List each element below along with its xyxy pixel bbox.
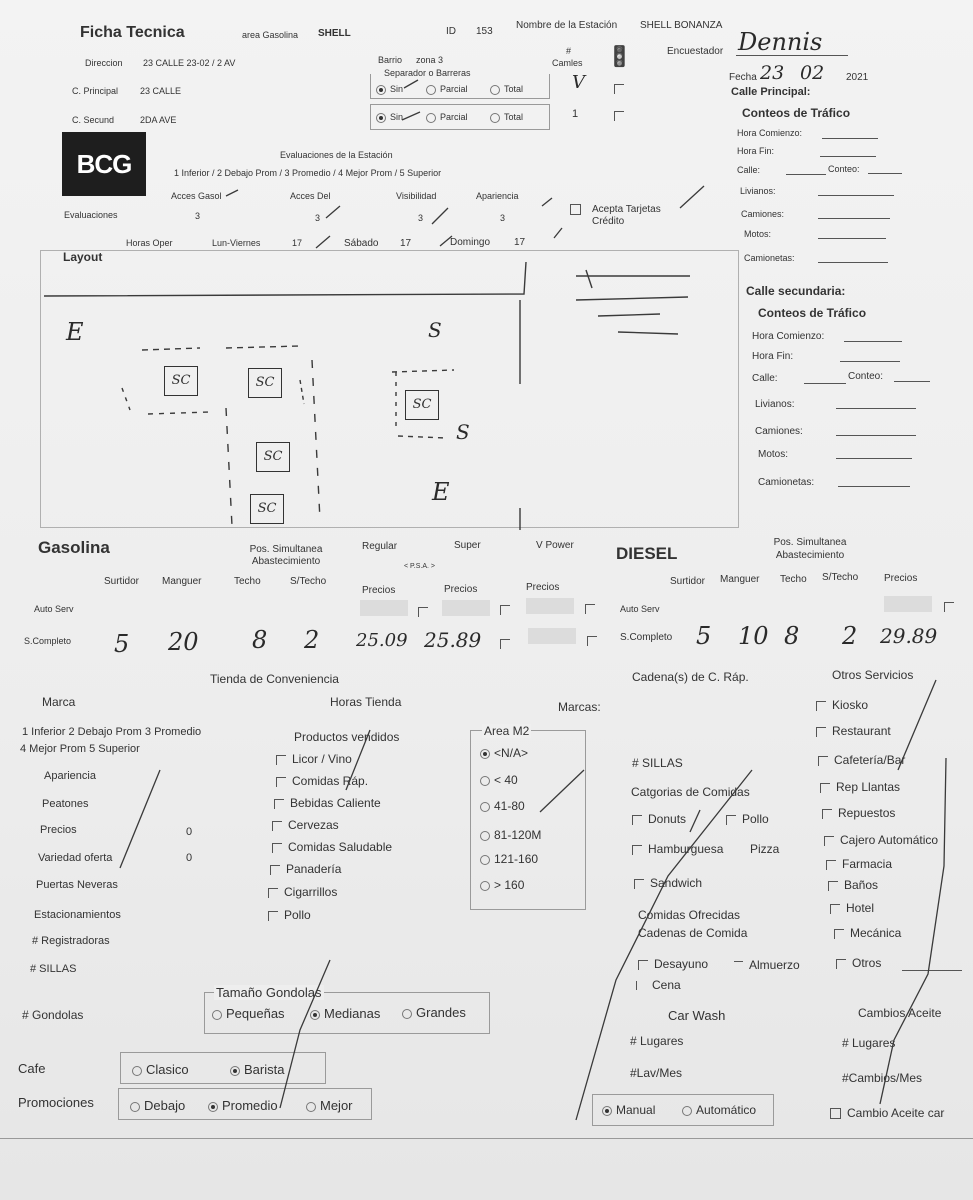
cat-donuts[interactable]: Donuts: [632, 812, 686, 826]
gasolina-title: Gasolina: [38, 538, 110, 557]
ts-hora-fin: Hora Fin:: [752, 351, 794, 362]
gasolina-super: Super: [454, 540, 481, 551]
layout-label: Layout: [63, 250, 103, 264]
otros-title: Otros Servicios: [832, 668, 914, 682]
gas-col-surtidor: Surtidor: [104, 576, 140, 587]
cambio-aceite-car[interactable]: Cambio Aceite car: [830, 1106, 944, 1120]
pump-island-2: SC: [248, 368, 282, 398]
sep1-sin[interactable]: Sin: [376, 84, 403, 95]
layout-entrance-west: E: [66, 318, 84, 346]
area-na[interactable]: <N/A>: [480, 746, 528, 760]
diesel-s-completo: S.Completo: [620, 632, 673, 643]
pump-island-5: SC: [250, 494, 284, 524]
cat-pizza: Pizza: [750, 842, 780, 856]
barrio-value: zona 3: [416, 55, 444, 65]
secund-value: 2DA AVE: [140, 115, 177, 125]
cat-hamburguesa[interactable]: Hamburguesa: [632, 842, 723, 856]
eval-row-label: Evaluaciones: [64, 210, 118, 220]
cafe-clasico[interactable]: Clasico: [132, 1062, 189, 1077]
date-day: 23: [760, 62, 785, 84]
principal-label: C. Principal: [72, 86, 119, 96]
tp-livianos: Livianos:: [740, 186, 776, 196]
ts-calle: Calle:: [752, 373, 778, 384]
eval-col-acces-gasol: Acces Gasol: [171, 191, 222, 201]
ts-motos: Motos:: [758, 449, 789, 460]
srv-mecanica[interactable]: Mecánica: [834, 926, 901, 940]
carwash-title: Car Wash: [668, 1008, 726, 1023]
diesel-auto-serv: Auto Serv: [620, 604, 660, 614]
carwash-lav-mes: #Lav/Mes: [630, 1066, 683, 1080]
ts-livianos: Livianos:: [755, 399, 795, 410]
area-121-160[interactable]: 121-160: [480, 852, 538, 866]
cat-pollo[interactable]: Pollo: [726, 812, 769, 826]
eval-col-visibilidad: Visibilidad: [396, 191, 437, 201]
tp-motos: Motos:: [744, 229, 772, 239]
productos-title: Productos vendidos: [294, 730, 400, 744]
eval-scale: 1 Inferior / 2 Debajo Prom / 3 Promedio / 4 Mejor Prom / 5 Superior: [174, 168, 442, 178]
camiles-row2: 1: [572, 108, 579, 120]
cadenas-categorias: Catgorias de Comidas: [631, 785, 750, 799]
ts-camiones: Camiones:: [755, 426, 803, 437]
pump-island-4: SC: [256, 442, 290, 472]
ts-camionetas: Camionetas:: [758, 477, 815, 488]
bcg-logo: BCG: [62, 132, 146, 196]
cafe-label: Cafe: [18, 1061, 46, 1076]
tp-camionetas: Camionetas:: [744, 253, 795, 263]
diesel-pos-sim: Pos. Simultanea Abastecimiento: [773, 537, 847, 561]
secund-label: C. Secund: [72, 115, 115, 125]
diesel-title: DIESEL: [616, 544, 678, 563]
srv-restaurant[interactable]: Restaurant: [816, 724, 891, 738]
gas-sc-stecho: 2: [304, 626, 320, 654]
tienda-marca: Marca: [42, 695, 76, 709]
srv-cajero[interactable]: Cajero Automático: [824, 833, 938, 847]
id-value: 153: [476, 26, 493, 37]
traffic-secundaria-title: Calle secundaria:: [746, 284, 846, 298]
area-label: area Gasolina: [242, 30, 299, 40]
tarjetas-label: Acepta Tarjetas Crédito: [592, 204, 661, 227]
eval-col-acces-del: Acces Del: [290, 191, 331, 201]
principal-value: 23 CALLE: [140, 86, 182, 96]
brand-value: SHELL: [318, 28, 351, 39]
comida-almuerzo[interactable]: Almuerzo: [734, 958, 800, 972]
comida-cena[interactable]: Cena: [636, 978, 681, 992]
gas-sc-techo: 8: [252, 626, 268, 654]
promo-label: Promociones: [18, 1095, 94, 1110]
traffic-light-icon: 🚦: [607, 46, 632, 68]
crit-sillas: # SILLAS: [30, 963, 77, 975]
diesel-sc-stecho: 2: [842, 622, 858, 650]
eval-col-apariencia: Apariencia: [476, 191, 519, 201]
sep2-total[interactable]: Total: [490, 112, 523, 123]
crit-variedad-value: 0: [186, 852, 193, 864]
camiles-hash: #: [566, 46, 572, 56]
tamano-grandes[interactable]: Grandes: [402, 1005, 466, 1020]
camiles-label: Camles: [552, 58, 583, 68]
crit-estacionamientos: Estacionamientos: [34, 909, 121, 921]
sep2-parcial[interactable]: Parcial: [426, 112, 468, 123]
area-81-120[interactable]: 81-120M: [480, 828, 541, 842]
tienda-scale-1: 1 Inferior 2 Debajo Prom 3 Promedio: [22, 726, 202, 738]
weekday-label: Lun-Viernes: [212, 238, 261, 248]
eval-val-apariencia: 3: [500, 213, 506, 223]
gas-sc-manguer: 20: [168, 628, 199, 656]
promo-debajo[interactable]: Debajo: [130, 1098, 185, 1113]
sun-label: Domingo: [450, 237, 491, 248]
crit-peatones: Peatones: [42, 798, 89, 810]
sun-value: 17: [514, 237, 526, 248]
layout-entrance-south: E: [432, 478, 450, 506]
prod-licor[interactable]: Licor / Vino: [276, 752, 352, 766]
prod-cervezas[interactable]: Cervezas: [272, 818, 339, 832]
gondolas-label: # Gondolas: [22, 1008, 84, 1022]
area-gt160[interactable]: > 160: [480, 878, 524, 892]
diesel-sc-techo: 8: [784, 622, 800, 650]
srv-rep-llantas[interactable]: Rep Llantas: [820, 780, 900, 794]
surveyor-label: Encuestador: [667, 46, 724, 57]
gas-col-stecho: S/Techo: [290, 576, 327, 587]
gas-precios-vpower: Precios: [526, 582, 560, 593]
diesel-col-manguer: Manguer: [720, 574, 760, 585]
prod-pollo[interactable]: Pollo: [268, 908, 311, 922]
direccion-label: Direccion: [85, 58, 123, 68]
direccion-value: 23 CALLE 23-02 / 2 AV: [143, 58, 236, 68]
srv-hotel[interactable]: Hotel: [830, 901, 874, 915]
tp-calle: Calle:: [737, 165, 761, 175]
tp-camiones: Camiones:: [741, 209, 785, 219]
srv-kiosko[interactable]: Kiosko: [816, 698, 868, 712]
gas-precios-regular: Precios: [362, 585, 396, 596]
prod-panaderia[interactable]: Panadería: [270, 862, 341, 876]
tamano-medianas[interactable]: Medianas: [310, 1006, 380, 1021]
promo-promedio[interactable]: Promedio: [208, 1098, 278, 1113]
diesel-sc-manguer: 10: [738, 622, 769, 650]
tienda-title: Tienda de Conveniencia: [210, 672, 339, 686]
prod-comidas-rap[interactable]: Comidas Ráp.: [276, 774, 368, 788]
cadenas-sillas: # SILLAS: [632, 756, 683, 770]
ts-conteo: Conteo:: [848, 371, 884, 382]
area-41-80[interactable]: 41-80: [480, 799, 525, 813]
srv-farmacia[interactable]: Farmacia: [826, 857, 892, 871]
gas-s-completo: S.Completo: [24, 636, 72, 646]
srv-otros[interactable]: Otros: [836, 956, 881, 970]
area-m2-title: Area M2: [484, 724, 530, 738]
carwash-automatico[interactable]: Automático: [682, 1103, 756, 1117]
prod-bebidas[interactable]: Bebidas Caliente: [274, 796, 381, 810]
cambios-title: Cambios Aceite: [858, 1006, 942, 1020]
layout-exit-north: S: [428, 318, 442, 342]
gas-precios-super: Precios: [444, 584, 478, 595]
layout-exit-east: S: [456, 420, 470, 444]
sat-value: 17: [400, 238, 412, 249]
sat-label: Sábado: [344, 238, 379, 249]
diesel-col-stecho: S/Techo: [822, 572, 859, 583]
crit-precios: Precios: [40, 824, 77, 836]
diesel-price: 29.89: [880, 624, 938, 648]
tp-hora-comienzo: Hora Comienzo:: [737, 128, 803, 138]
camiles-row1: V: [572, 72, 585, 93]
crit-registradoras: # Registradoras: [32, 935, 110, 947]
diesel-precios: Precios: [884, 573, 918, 584]
station-label: Nombre de la Estación: [516, 20, 618, 31]
date-month: 02: [800, 62, 825, 84]
gas-sc-surtidor: 5: [114, 630, 130, 658]
crit-precios-value: 0: [186, 826, 193, 838]
eval-val-acces-gasol: 3: [195, 211, 201, 221]
gasolina-psa: < P.S.A. >: [404, 563, 436, 570]
diesel-col-surtidor: Surtidor: [670, 576, 706, 587]
area-lt40[interactable]: < 40: [480, 773, 518, 787]
crit-variedad: Variedad oferta: [38, 852, 113, 864]
separador-label: Separador o Barreras: [384, 68, 471, 78]
gas-super-price: 25.89: [424, 628, 482, 652]
srv-cafeteria[interactable]: Cafetería/Bar: [818, 753, 905, 767]
prod-saludable[interactable]: Comidas Saludable: [272, 840, 392, 854]
sep1-parcial[interactable]: Parcial: [426, 84, 468, 95]
pump-island-1: SC: [164, 366, 198, 396]
station-value: SHELL BONANZA: [640, 20, 723, 31]
hours-label: Horas Oper: [126, 238, 173, 248]
sep2-sin[interactable]: Sin: [376, 112, 403, 123]
surveyor-value: Dennis: [738, 28, 823, 56]
cat-sandwich[interactable]: Sandwich: [634, 876, 702, 890]
comida-desayuno[interactable]: Desayuno: [638, 957, 708, 971]
tp-conteo: Conteo:: [828, 164, 860, 174]
ofrecidas-title-1: Comidas Ofrecidas: [638, 908, 741, 922]
traffic-secundaria-subtitle: Conteos de Tráfico: [758, 306, 867, 320]
ofrecidas-title-2: Cadenas de Comida: [638, 926, 748, 940]
eval-val-visibilidad: 3: [418, 213, 424, 223]
crit-puertas: Puertas Neveras: [36, 879, 118, 891]
weekday-value: 17: [292, 238, 303, 248]
gas-col-techo: Techo: [234, 576, 261, 587]
id-label: ID: [446, 26, 456, 37]
gas-auto-serv: Auto Serv: [34, 604, 74, 614]
promo-mejor[interactable]: Mejor: [306, 1098, 353, 1113]
tienda-marcas: Marcas:: [558, 700, 601, 714]
gas-regular-price: 25.09: [356, 630, 408, 651]
date-label: Fecha: [729, 72, 757, 83]
pump-island-3: SC: [405, 390, 439, 420]
diesel-sc-surtidor: 5: [696, 622, 712, 650]
carwash-manual[interactable]: Manual: [602, 1103, 655, 1117]
tienda-horas: Horas Tienda: [330, 695, 402, 709]
traffic-principal-subtitle: Conteos de Tráfico: [742, 106, 851, 120]
barrio-label: Barrio: [378, 55, 403, 65]
tienda-scale-2: 4 Mejor Prom 5 Superior: [20, 743, 140, 755]
diesel-col-techo: Techo: [780, 574, 807, 585]
gasolina-vpower: V Power: [536, 540, 574, 551]
cambios-lugares: # Lugares: [842, 1036, 896, 1050]
gasolina-pos-sim: Pos. Simultanea Abastecimiento: [249, 544, 323, 567]
form-title: Ficha Tecnica: [80, 24, 185, 41]
srv-repuestos[interactable]: Repuestos: [822, 806, 895, 820]
sep1-total[interactable]: Total: [490, 84, 523, 95]
cambios-mes: #Cambios/Mes: [842, 1071, 923, 1085]
cadenas-title: Cadena(s) de C. Ráp.: [632, 670, 749, 684]
gasolina-regular: Regular: [362, 541, 398, 552]
crit-apariencia: Apariencia: [44, 770, 96, 782]
gas-col-manguer: Manguer: [162, 576, 202, 587]
srv-banos[interactable]: Baños: [828, 878, 878, 892]
date-year: 2021: [846, 72, 869, 83]
traffic-principal-title: Calle Principal:: [731, 86, 811, 98]
carwash-lugares: # Lugares: [630, 1034, 684, 1048]
tp-hora-fin: Hora Fin:: [737, 146, 775, 156]
tamano-pequenas[interactable]: Pequeñas: [212, 1006, 285, 1021]
tamano-title: Tamaño Gondolas: [216, 985, 322, 1000]
prod-cigarrillos[interactable]: Cigarrillos: [268, 885, 337, 899]
cafe-barista[interactable]: Barista: [230, 1062, 284, 1077]
eval-val-acces-del: 3: [315, 213, 321, 223]
eval-title: Evaluaciones de la Estación: [280, 150, 393, 160]
ts-hora-comienzo: Hora Comienzo:: [752, 331, 825, 342]
